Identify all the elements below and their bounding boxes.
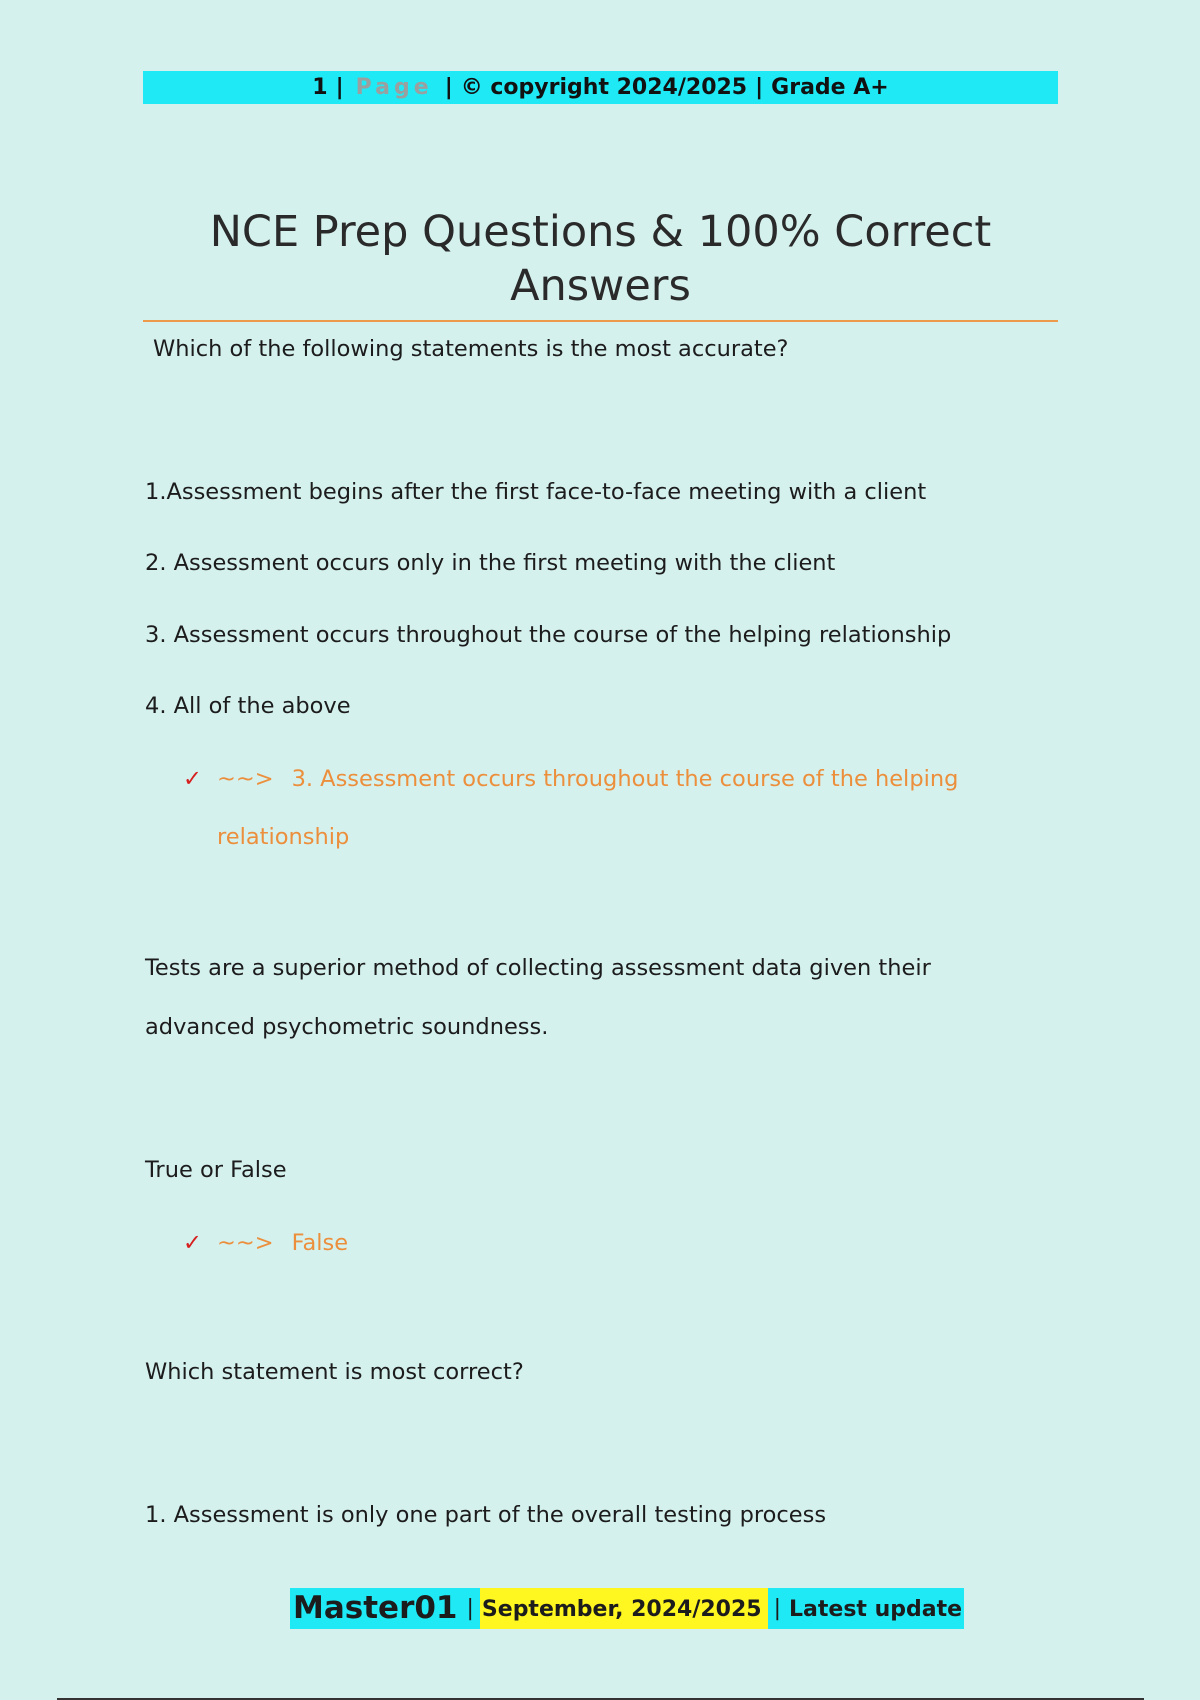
question-1-answer xyxy=(183,750,958,866)
document-title: NCE Prep Questions & 100% Correct Answers xyxy=(209,207,992,311)
question-1-option-4: 4. All of the above xyxy=(145,693,351,719)
page-header xyxy=(143,71,1058,104)
question-1-option-3: 3. Assessment occurs throughout the course of the helping relationship xyxy=(145,622,952,648)
question-3-option-1: 1. Assessment is only one part of the overall testing process xyxy=(145,1502,827,1528)
question-3-prompt: Which statement is most correct? xyxy=(145,1359,524,1385)
question-2-answer xyxy=(183,1214,348,1272)
answer-arrow: ~~> xyxy=(217,1230,274,1256)
author-name: Master01 xyxy=(290,1588,461,1629)
footer-latest-update: Latest update xyxy=(787,1588,964,1629)
page-footer xyxy=(290,1588,964,1629)
question-1-option-1: 1.Assessment begins after the first face-to-face meeting with a client xyxy=(145,479,927,505)
footer-date: September, 2024/2025 xyxy=(480,1588,768,1629)
answer-text-line1: 3. Assessment occurs throughout the course of the helping xyxy=(291,766,959,792)
header-separator: | xyxy=(335,75,344,100)
check-mark-icon: ✓ xyxy=(183,766,202,792)
answer-text-line2: relationship xyxy=(217,824,350,850)
question-1-prompt: Which of the following statements is the most accurate? xyxy=(153,336,789,362)
answer-text: False xyxy=(291,1230,349,1256)
header-separator: | xyxy=(444,75,453,100)
footer-separator: | xyxy=(461,1588,480,1629)
question-2-prompt-line2: advanced psychometric soundness. xyxy=(145,1014,549,1040)
check-mark-icon: ✓ xyxy=(183,1230,202,1256)
question-2-prompt-line1: Tests are a superior method of collecting assessment data given their xyxy=(145,955,931,981)
title-divider xyxy=(143,320,1058,322)
question-2-subprompt: True or False xyxy=(145,1157,287,1183)
page-number: 1 xyxy=(312,75,328,100)
page-label: Page xyxy=(355,75,433,100)
grade-text: Grade A+ xyxy=(771,75,889,100)
footer-separator: | xyxy=(768,1588,787,1629)
header-separator: | xyxy=(755,75,764,100)
answer-arrow: ~~> xyxy=(217,766,274,792)
question-1-option-2: 2. Assessment occurs only in the first meeting with the client xyxy=(145,550,836,576)
copyright-text: © copyright 2024/2025 xyxy=(460,75,748,100)
